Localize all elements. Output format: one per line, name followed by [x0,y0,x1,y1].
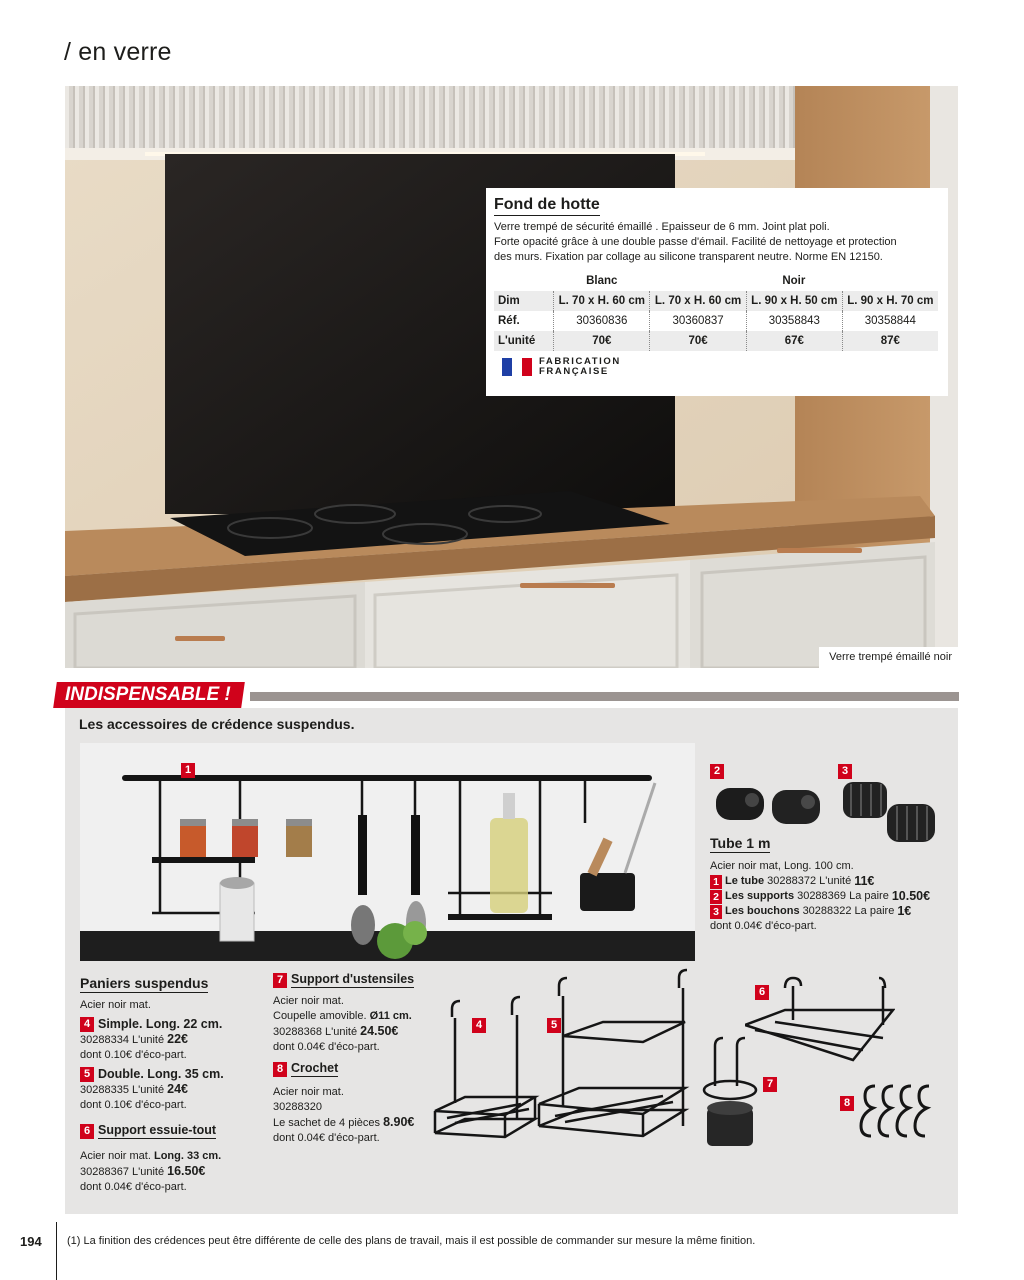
tube-item: 1 Le tube 30288372 L'unité 11€ [710,874,950,889]
crochets-illustration [855,1080,945,1147]
accessories-photo [80,743,695,961]
badge-8: 8 [840,1096,854,1111]
ustensiles-head: 7 Support d'ustensiles [273,972,443,988]
ustensiles-block: 7 Support d'ustensiles Acier noir mat. Coupelle amovible. Ø11 cm. 30288368 L'unité 24.50€ dont 0.04€ d'éco-part. 8 Crochet Acier noir mat. 30288320 Le sachet de 4 pièces 8.90€ dont 0.04€ d'éco-part. [273,972,443,1146]
badge-1: 1 [181,763,195,778]
price-cell: 67€ [746,331,842,351]
dim-cell: L. 70 x H. 60 cm [650,291,747,311]
group-noir: Noir [782,275,806,287]
ref-cell: 30360836 [554,311,650,331]
paniers-block: Paniers suspendus Acier noir mat. 4 Simple. Long. 22 cm. 30288334 L'unité 22€ dont 0.10€ d'éco-part. 5 Double. Long. 35 cm. 30288335 L'unité 24€ dont 0.10€ d'éco-part. 6 Support essuie-tout Acier noir mat. Long. 33 cm. 30288367 L'unité 16.50€ dont 0.04€ d'éco-part. [80,976,260,1195]
product-title: Fond de hotte [494,196,600,216]
supports-illustration [710,774,835,839]
badge-7: 7 [763,1077,777,1092]
product-description: Verre trempé de sécurité émaillé . Epaisseur de 6 mm. Joint plat poli. Forte opacité grâce à une double passe d'émail. Facilité de nettoyage et protection des murs. Fixation par collage au silicone transparent neutre. Norme EN 12150. [494,221,897,263]
tube-title: Tube 1 m [710,835,771,851]
paniers-title: Paniers suspendus [80,975,209,991]
spec-table [494,271,938,351]
ustensiles-illustration [695,1028,765,1163]
ref-cell: 30358844 [842,311,938,331]
ref-cell: 30360837 [650,311,747,331]
indispensable-banner: INDISPENSABLE ! [53,682,244,708]
section-lead: Les accessoires de crédence suspendus. [79,716,355,732]
badge-2: 2 [710,764,724,779]
crochet-head: 8 Crochet [273,1061,443,1077]
dim-cell: L. 70 x H. 60 cm [554,291,650,311]
price-cell: 87€ [842,331,938,351]
dim-cell: L. 90 x H. 50 cm [746,291,842,311]
group-blanc: Blanc [586,275,618,287]
fond-de-hotte-card [486,188,948,396]
section-divider [250,692,959,701]
price-cell: 70€ [650,331,747,351]
essuie-tout-illustration [745,970,895,1075]
price-cell: 70€ [554,331,650,351]
footer-divider [56,1222,57,1280]
panier-simple-illustration [425,993,540,1158]
tube-desc: Acier noir mat, Long. 100 cm. [710,860,854,872]
panier-simple: 4 Simple. Long. 22 cm. [80,1017,260,1032]
french-flag-icon [502,358,532,376]
badge-3: 3 [838,764,852,779]
ref-cell: 30358843 [746,311,842,331]
panier-double: 5 Double. Long. 35 cm. [80,1067,260,1082]
row-label-ref: Réf. [498,315,520,327]
page-number: 194 [20,1234,42,1249]
accessories-panel [65,708,958,1214]
fabrication-francaise-label: FABRICATION FRANÇAISE [502,357,938,377]
row-label-dim: Dim [494,291,554,311]
dim-cell: L. 90 x H. 70 cm [842,291,938,311]
page-title: / en verre [64,38,172,66]
badge-6: 6 [755,985,769,1000]
badge-5: 5 [547,1018,561,1033]
footnote: (1) La finition des crédences peut être différente de celle des plans de travail, mais il est possible de commander sur mesure la même finition. [67,1235,756,1247]
tube-item: 2 Les supports 30288369 La paire 10.50€ [710,889,950,904]
tube-block [710,836,950,934]
panier-double-illustration [535,966,695,1156]
badge-4: 4 [472,1018,486,1033]
row-label-price: L'unité [494,331,554,351]
tube-item: 3 Les bouchons 30288322 La paire 1€ [710,904,950,919]
tube-eco: dont 0.04€ d'éco-part. [710,920,817,932]
essuie-tout-head: 6 Support essuie-tout [80,1123,260,1139]
hero-caption: Verre trempé émaillé noir [819,647,958,668]
